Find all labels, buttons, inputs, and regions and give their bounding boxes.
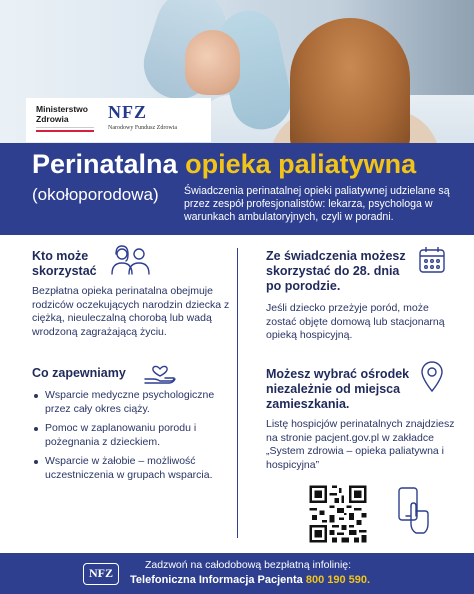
- provide-list: [32, 389, 232, 488]
- list-item: Wsparcie medyczne psychologiczne przez cały okres ciąży.: [32, 389, 232, 416]
- after-birth-text: Jeśli dziecko przeżyje poród, może zostać objęte domową lub stacjonarną opieką hospicyjną.: [266, 302, 445, 341]
- photo-patient-hair: [290, 18, 410, 143]
- list-item: Pomoc w zaplanowaniu porodu i pożegnania z dzieckiem.: [32, 422, 232, 449]
- choose-center-text: Listę hospicjów perinatalnych znajdziesz na stronie pacjent.gov.pl w zakładce „System zdrowia – opieka paliatywna i hospicyjna”: [266, 418, 455, 471]
- phone-tap-icon: [396, 486, 430, 538]
- footer-hotline-name: Telefoniczna Informacja Pacjenta: [130, 574, 303, 586]
- choose-center-heading: Możesz wybrać ośrodek niezależnie od miejsca zamieszkania.: [266, 367, 410, 411]
- title-part1: Perinatalna: [32, 149, 178, 179]
- heart-hand-icon: [143, 357, 177, 385]
- calendar-icon: [418, 246, 446, 274]
- nfz-mark: NFZ: [108, 102, 147, 122]
- logo-strip: [26, 98, 211, 142]
- column-divider: [237, 248, 238, 538]
- nfz-logo: [108, 102, 208, 140]
- footer-hotline-intro: Zadzwoń na całodobową bezpłatną infolinię:: [145, 559, 352, 571]
- footer-phone-number[interactable]: 800 190 590.: [305, 574, 371, 586]
- ministry-name: Ministerstwo Zdrowia: [36, 104, 88, 124]
- page-subtitle: (okołoporodowa): [32, 185, 159, 204]
- parents-icon: [108, 245, 154, 275]
- ministry-logo: [36, 104, 98, 138]
- who-heading: Kto może skorzystać: [32, 249, 97, 278]
- poland-flag-icon: [36, 127, 94, 132]
- list-item: Wsparcie w żałobie – możliwość uczestniczenia w grupach wsparcia.: [32, 455, 232, 482]
- after-birth-heading: Ze świadczenia możesz skorzystać do 28. dnia po porodzie.: [266, 249, 406, 293]
- location-pin-icon: [420, 361, 444, 393]
- intro-text: Świadczenia perinatalnej opieki paliatywnej udzielane są przez zespół profesjonalistów: lekarza, psychologa w warunkach ambulatoryjnych, czyli w poradni.: [184, 185, 450, 223]
- qr-code[interactable]: [307, 483, 369, 545]
- who-text: Bezpłatna opieka perinatalna obejmuje rodziców oczekujących narodzin dziecka z ciężką, nieuleczalną chorobą lub wadą wrodzoną zagrażającą życiu.: [32, 285, 230, 338]
- page-title: [32, 149, 416, 180]
- footer-bar: [0, 553, 474, 594]
- footer-hotline: [130, 574, 370, 586]
- provide-heading: Co zapewniamy: [32, 366, 126, 380]
- title-part2: opieka paliatywna: [185, 149, 417, 179]
- footer-nfz-logo: NFZ: [83, 563, 119, 585]
- photo-holding-hands: [185, 30, 240, 95]
- title-banner: [0, 143, 474, 235]
- nfz-full-name: Narodowy Fundusz Zdrowia: [108, 125, 177, 131]
